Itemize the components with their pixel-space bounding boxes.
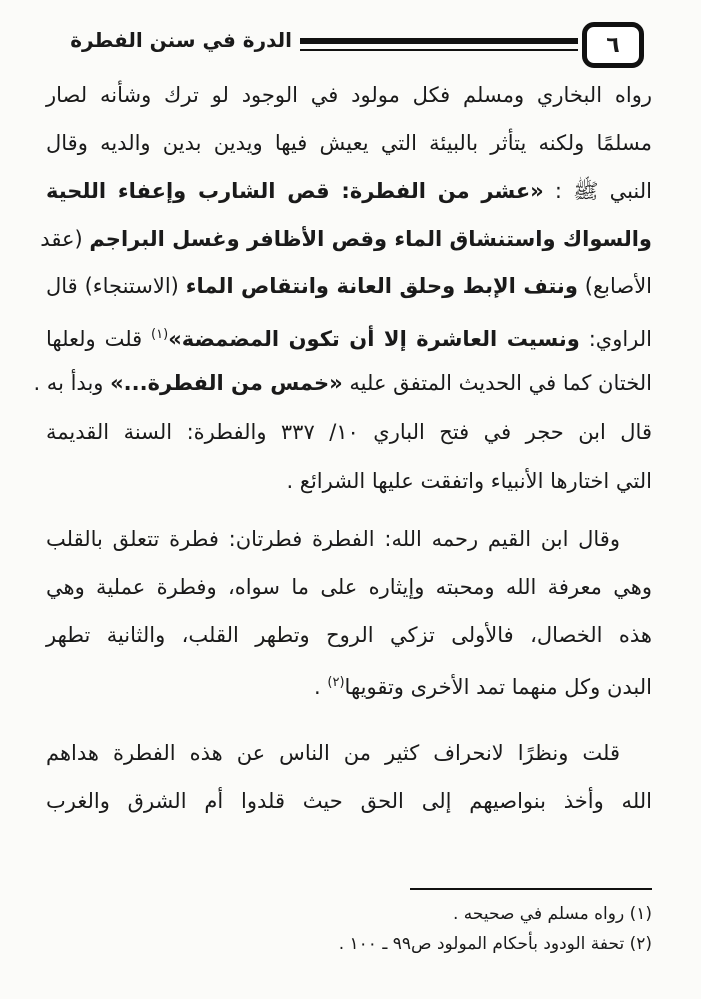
text-segment: البدن وكل منهما تمد الأخرى وتقويها: [344, 675, 652, 699]
text-segment: (عقد: [40, 227, 90, 251]
text-segment: النبي ﷺ :: [543, 179, 652, 203]
hadith-text: ونسيت العاشرة إلا أن تكون المضمضة»: [168, 327, 580, 351]
footnote-1: (١) رواه مسلم في صحيحه .: [452, 904, 652, 924]
text-line: [46, 80, 652, 110]
text-segment: التي اختارها الأنبياء واتفقت عليها الشرائع .: [286, 469, 652, 493]
footnote-ref: (١): [151, 327, 169, 342]
text-segment: .: [314, 675, 328, 699]
text-line: [46, 738, 652, 768]
text-segment: رواه البخاري ومسلم فكل مولود في الوجود لو ترك وشأنه لصار: [46, 83, 652, 107]
text-line: [46, 176, 652, 206]
text-segment: الختان كما في الحديث المتفق عليه: [342, 371, 652, 395]
text-line: [46, 572, 652, 602]
text-line: [46, 466, 652, 496]
text-line: [46, 271, 652, 301]
text-segment: قلت ولعلها: [46, 327, 152, 351]
header-rule-thin: [300, 49, 578, 51]
text-segment: الله وأخذ بنواصيهم إلى الحق حيث قلدوا أم الشرق والغرب: [46, 789, 652, 813]
footnote-separator: [410, 888, 652, 890]
text-line: [46, 620, 652, 650]
text-segment: وبدأ به .: [33, 371, 111, 395]
text-line: [46, 786, 652, 816]
running-title: الدرة في سنن الفطرة: [70, 28, 292, 52]
header-rule: [300, 38, 578, 44]
hadith-text: والسواك واستنشاق الماء وقص الأظافر وغسل البراجم: [89, 227, 652, 251]
text-segment: مسلمًا ولكنه يتأثر بالبيئة التي يعيش فيها ويدين بدين والديه وقال: [46, 131, 652, 155]
text-segment: (الاستنجاء) قال: [46, 274, 186, 298]
text-line: [40, 224, 652, 254]
page-number: ٦: [606, 32, 620, 58]
hadith-text: «خمس من الفطرة...»: [110, 371, 343, 395]
footnote-ref: (٢): [327, 675, 345, 690]
text-line: [46, 668, 652, 702]
text-line: [33, 368, 652, 398]
text-segment: الراوي:: [579, 327, 653, 351]
page-number-box: [582, 22, 644, 68]
text-segment: وهي معرفة الله ومحبته وإيثاره على ما سواه، وفطرة عملية وهي: [46, 575, 652, 599]
text-segment: قلت ونظرًا لانحراف كثير من الناس عن هذه الفطرة هداهم: [46, 741, 620, 765]
text-line: [46, 320, 652, 354]
text-line: [46, 524, 652, 554]
text-line: [46, 128, 652, 158]
footnote-2: (٢) تحفة الودود بأحكام المولود ص٩٩ ـ ١٠٠ .: [338, 934, 652, 954]
text-segment: قال ابن حجر في فتح الباري ١٠/ ٣٣٧ والفطرة: السنة القديمة: [46, 420, 652, 444]
text-line: [46, 417, 652, 447]
hadith-text: «عشر من الفطرة: قص الشارب وإعفاء اللحية: [46, 179, 544, 203]
text-segment: هذه الخصال، فالأولى تزكي الروح وتطهر القلب، والثانية تطهر: [46, 623, 652, 647]
hadith-text: ونتف الإبط وحلق العانة وانتقاص الماء: [185, 274, 578, 298]
text-segment: الأصابع): [577, 274, 653, 298]
text-segment: وقال ابن القيم رحمه الله: الفطرة فطرتان: فطرة تتعلق بالقلب: [46, 527, 620, 551]
